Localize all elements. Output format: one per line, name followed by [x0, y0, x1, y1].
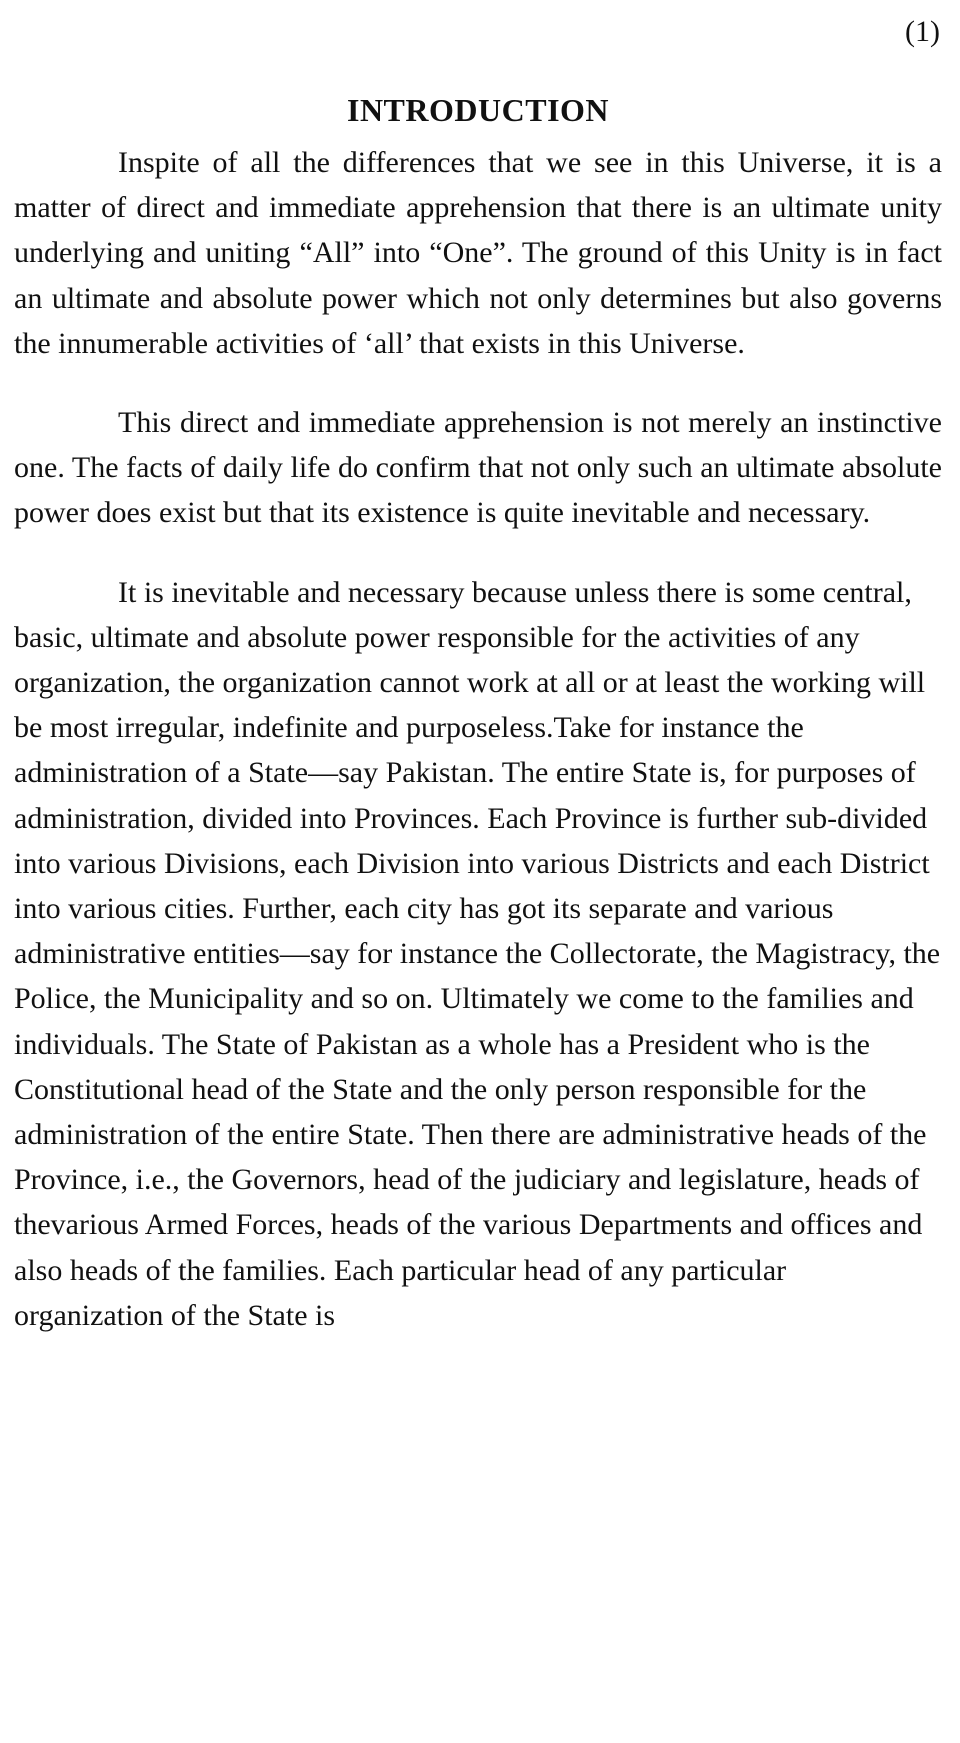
page-title: INTRODUCTION: [346, 92, 610, 128]
paragraph-3: It is inevitable and necessary because unless there is some central, basic, ultimate and absolute power responsible for the activities of any organization, the organization cannot work at all or at least the working will be most irregular, indefinite and purposeless.Take for instance the administration of a State—say Pakistan. The entire State is, for purposes of administration, divided into Provinces. Each Province is further sub-divided into various Divisions, each Division into various Districts and each District into various cities. Further, each city has got its separate and various administrative entities—say for instance the Collectorate, the Magistracy, the Police, the Municipality and so on. Ultimately we come to the families and individuals. The State of Pakistan as a whole has a President who is the Constitutional head of the State and the only person responsible for the administration of the entire State. Then there are administrative heads of the Province, i.e., the Governors, head of the judiciary and legislature, heads of thevarious Armed Forces, heads of the various Departments and offices and also heads of the families. Each particular head of any particular organization of the State is: [14, 575, 941, 1332]
paragraph-2: This direct and immediate apprehension is not merely an instinctive one. The facts of daily life do confirm that not only such an ultimate absolute power does exist but that its existence is quite inevitable and necessary.: [14, 406, 942, 530]
paragraph-1: Inspite of all the differences that we see in this Universe, it is a matter of direct and immediate apprehension that there is an ultimate unity underlying and uniting “All” into “One”. The ground of this Unity is in fact an ultimate and absolute power which not only determines but also governs the innumerable activities of ‘all’ that exists in this Universe.: [14, 146, 942, 360]
page-number: (1): [905, 15, 940, 48]
